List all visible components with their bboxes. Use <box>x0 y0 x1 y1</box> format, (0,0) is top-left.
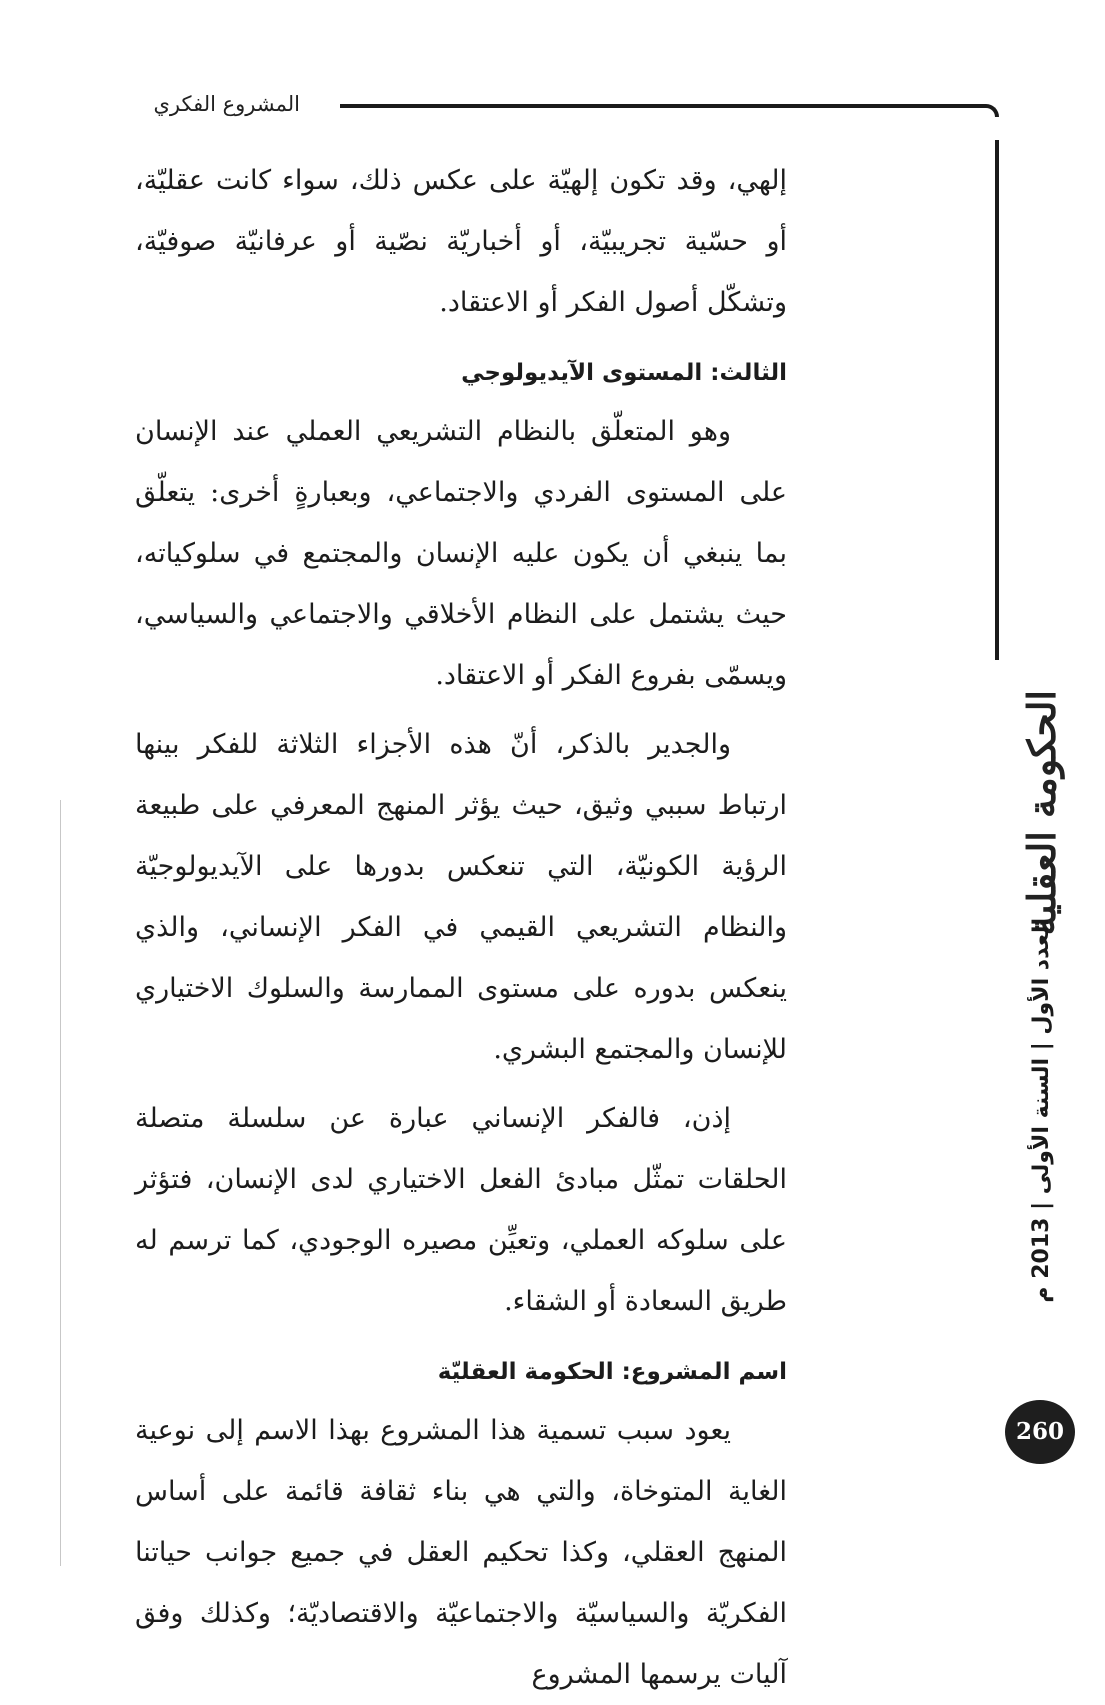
header-rule <box>340 104 999 117</box>
paragraph-causal-link: والجدير بالذكر، أنّ هذه الأجزاء الثلاثة للفكر بينها ارتباط سببي وثيق، حيث يؤثر المنهج المعرفي على طبيعة الرؤية الكونيّة، التي تنعكس بدورها على الآيديولوجيّة والنظام التشريعي القيمي في الفكر الإنساني، والذي ينعكس بدوره على مستوى الممارسة والسلوك الاختياري للإنسان والمجتمع البشري. <box>135 729 787 1065</box>
journal-side-column <box>1012 660 1072 1303</box>
running-header-title: المشروع الفكري <box>153 92 300 116</box>
issue-info <box>1020 918 1064 1303</box>
section-heading-project-name: اسم المشروع: الحكومة العقليّة <box>437 1359 787 1385</box>
body-text <box>135 150 787 1705</box>
journal-logo <box>1016 690 1068 936</box>
side-rule <box>995 140 999 660</box>
scan-edge-line <box>60 800 61 1566</box>
page-number-badge: 260 <box>1005 1400 1075 1464</box>
paragraph-human-thought: إذن، فالفكر الإنساني عبارة عن سلسلة متصلة الحلقات تمثّل مبادئ الفعل الاختياري لدى الإنسان، فتؤثر على سلوكه العملي، وتعيِّن مصيره الوجودي، كما ترسم له طريق السعادة أو الشقاء. <box>135 1103 787 1317</box>
journal-logo-text: الحكومة العقلية <box>1019 690 1064 936</box>
section-heading-ideological-level: الثالث: المستوى الآيديولوجي <box>461 360 787 386</box>
paragraph-continued: إلهي، وقد تكون إلهيّة على عكس ذلك، سواء كانت عقليّة، أو حسّية تجريبيّة، أو أخباريّة نصّية أو عرفانيّة صوفيّة، وتشكّل أصول الفكر أو الاعتقاد. <box>135 165 787 318</box>
paragraph-ideological: وهو المتعلّق بالنظام التشريعي العملي عند الإنسان على المستوى الفردي والاجتماعي، وبعبارةٍ أخرى: يتعلّق بما ينبغي أن يكون عليه الإنسان والمجتمع في سلوكياته، حيث يشتمل على النظام الأخلاقي والاجتماعي والسياسي، ويسمّى بفروع الفكر أو الاعتقاد. <box>135 416 787 691</box>
paragraph-project-naming: يعود سبب تسمية هذا المشروع بهذا الاسم إلى نوعية الغاية المتوخاة، والتي هي بناء ثقافة قائمة على أساس المنهج العقلي، وكذا تحكيم العقل في جميع جوانب حياتنا الفكريّة والسياسيّة والاجتماعيّة والاقتصاديّة؛ وكذلك وفق آليات يرسمها المشروع <box>135 1415 787 1690</box>
issue-info-text: العدد الأول | السنة الأولى | 2013 م <box>1029 918 1054 1303</box>
